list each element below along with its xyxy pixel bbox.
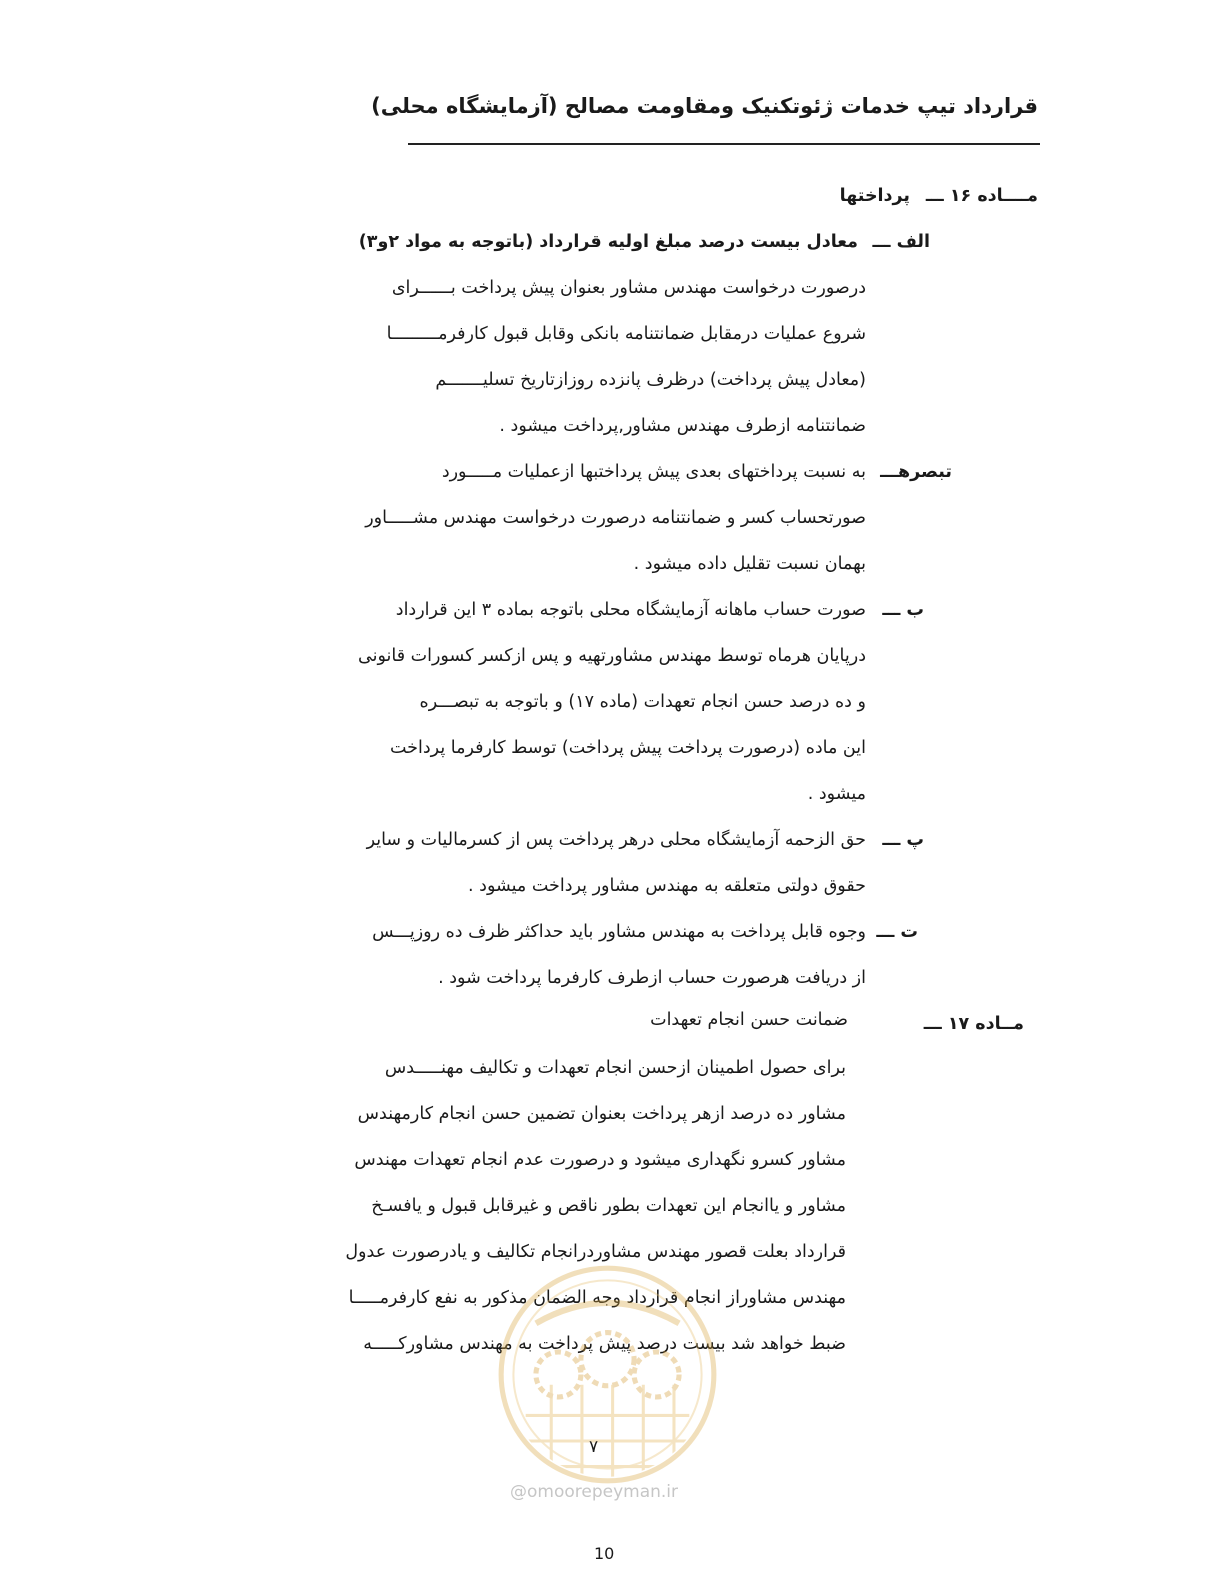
clause-alef-label: الف ـــ <box>872 232 930 252</box>
clause-tabsare-label: تبصرهـــ <box>880 462 952 482</box>
inner-page-number: ۷ <box>589 1437 599 1457</box>
clause-be-line-4: این ماده (درصورت پرداخت پیش پرداخت) توسط کارفرما پرداخت <box>390 738 866 758</box>
article-17-line-1: برای حصول اطمینان ازحسن انجام تعهدات و تکالیف مهنـــــدس <box>384 1058 846 1078</box>
article-16-heading: مــــاده ۱۶ ـــ <box>925 186 1038 206</box>
article-17-line-4: مشاور و یاانجام این تعهدات بطور ناقص و غیرقابل قبول و یافسـخ <box>371 1196 846 1216</box>
clause-alef-line-3: شروع عملیات درمقابل ضمانتنامه بانکی وقابل قبول کارفرمـــــــــا <box>386 324 866 344</box>
clause-pe-label: پ ـــ <box>882 830 924 850</box>
clause-be-line-2: درپایان هرماه توسط مهندس مشاورتهیه و پس ازکسر کسورات قانونی <box>358 646 866 666</box>
clause-alef-line-5: ضمانتنامه ازطرف مهندس مشاور,پرداخت میشود . <box>499 416 866 436</box>
clause-be-line-3: و ده درصد حسن انجام تعهدات (ماده ۱۷) و باتوجه به تبصـــره <box>419 692 866 712</box>
clause-te-line-1: وجوه قابل پرداخت به مهندس مشاور باید حداکثر ظرف ده روزپـــس <box>372 922 866 942</box>
clause-tabsare-line-2: صورتحساب کسر و ضمانتنامه درصورت درخواست مهندس مشـــــاور <box>365 508 866 528</box>
clause-alef-line-1: معادل بیست درصد مبلغ اولیه قرارداد (باتوجه به مواد ۲و۳) <box>358 232 858 252</box>
clause-alef-line-4: (معادل پیش پرداخت) درظرف پانزده روزازتاریخ تسلیـــــــم <box>435 370 866 390</box>
article-17-title: ضمانت حسن انجام تعهدات <box>650 1010 848 1030</box>
clause-be-line-1: صورت حساب ماهانه آزمایشگاه محلی باتوجه بماده ۳ این قرارداد <box>395 600 866 620</box>
page-number: 10 <box>594 1544 615 1563</box>
article-17-line-2: مشاور ده درصد ازهر پرداخت بعنوان تضمین حسن انجام کارمهندس <box>357 1104 846 1124</box>
clause-te-label: ت ـــ <box>876 922 918 942</box>
article-16-title: پرداختها <box>839 186 910 206</box>
clause-pe-line-1: حق الزحمه آزمایشگاه محلی درهر پرداخت پس از کسرمالیات و سایر <box>366 830 866 850</box>
clause-tabsare-line-1: به نسبت پرداختهای بعدی پیش پرداختبها ازعملیات مـــــورد <box>441 462 866 482</box>
clause-pe-line-2: حقوق دولتی متعلقه به مهندس مشاور پرداخت میشود . <box>468 876 866 896</box>
clause-alef-line-2: درصورت درخواست مهندس مشاور بعنوان پیش پرداخت بــــــرای <box>391 278 866 298</box>
clause-be-label: ب ـــ <box>882 600 924 620</box>
clause-tabsare-line-3: بهمان نسبت تقلیل داده میشود . <box>633 554 866 574</box>
article-17-line-3: مشاور کسرو نگهداری میشود و درصورت عدم انجام تعهدات مهندس <box>354 1150 846 1170</box>
article-17-line-5: قرارداد بعلت قصور مهندس مشاوردرانجام تکالیف و یادرصورت عدول <box>345 1242 846 1262</box>
header-rule <box>408 143 1040 145</box>
article-17-line-7: ضبط خواهد شد بیست درصد پیش پرداخت به مهندس مشاورکـــــه <box>363 1334 846 1354</box>
clause-te-line-2: از دریافت هرصورت حساب ازطرف کارفرما پرداخت شود . <box>438 968 866 988</box>
clause-be-line-5: میشود . <box>807 784 866 804</box>
article-17-heading: مــاده ۱۷ ـــ <box>923 1014 1024 1034</box>
document-header-title: قرارداد تیپ خدمات ژئوتکنیک ومقاومت مصالح (آزمایشگاه محلی) <box>371 94 1038 118</box>
article-17-line-6: مهندس مشاوراز انجام قرارداد وجه الضمان مذکور به نفع کارفرمـــــا <box>348 1288 846 1308</box>
watermark-site-text: @omoorepeyman.ir <box>510 1482 679 1502</box>
